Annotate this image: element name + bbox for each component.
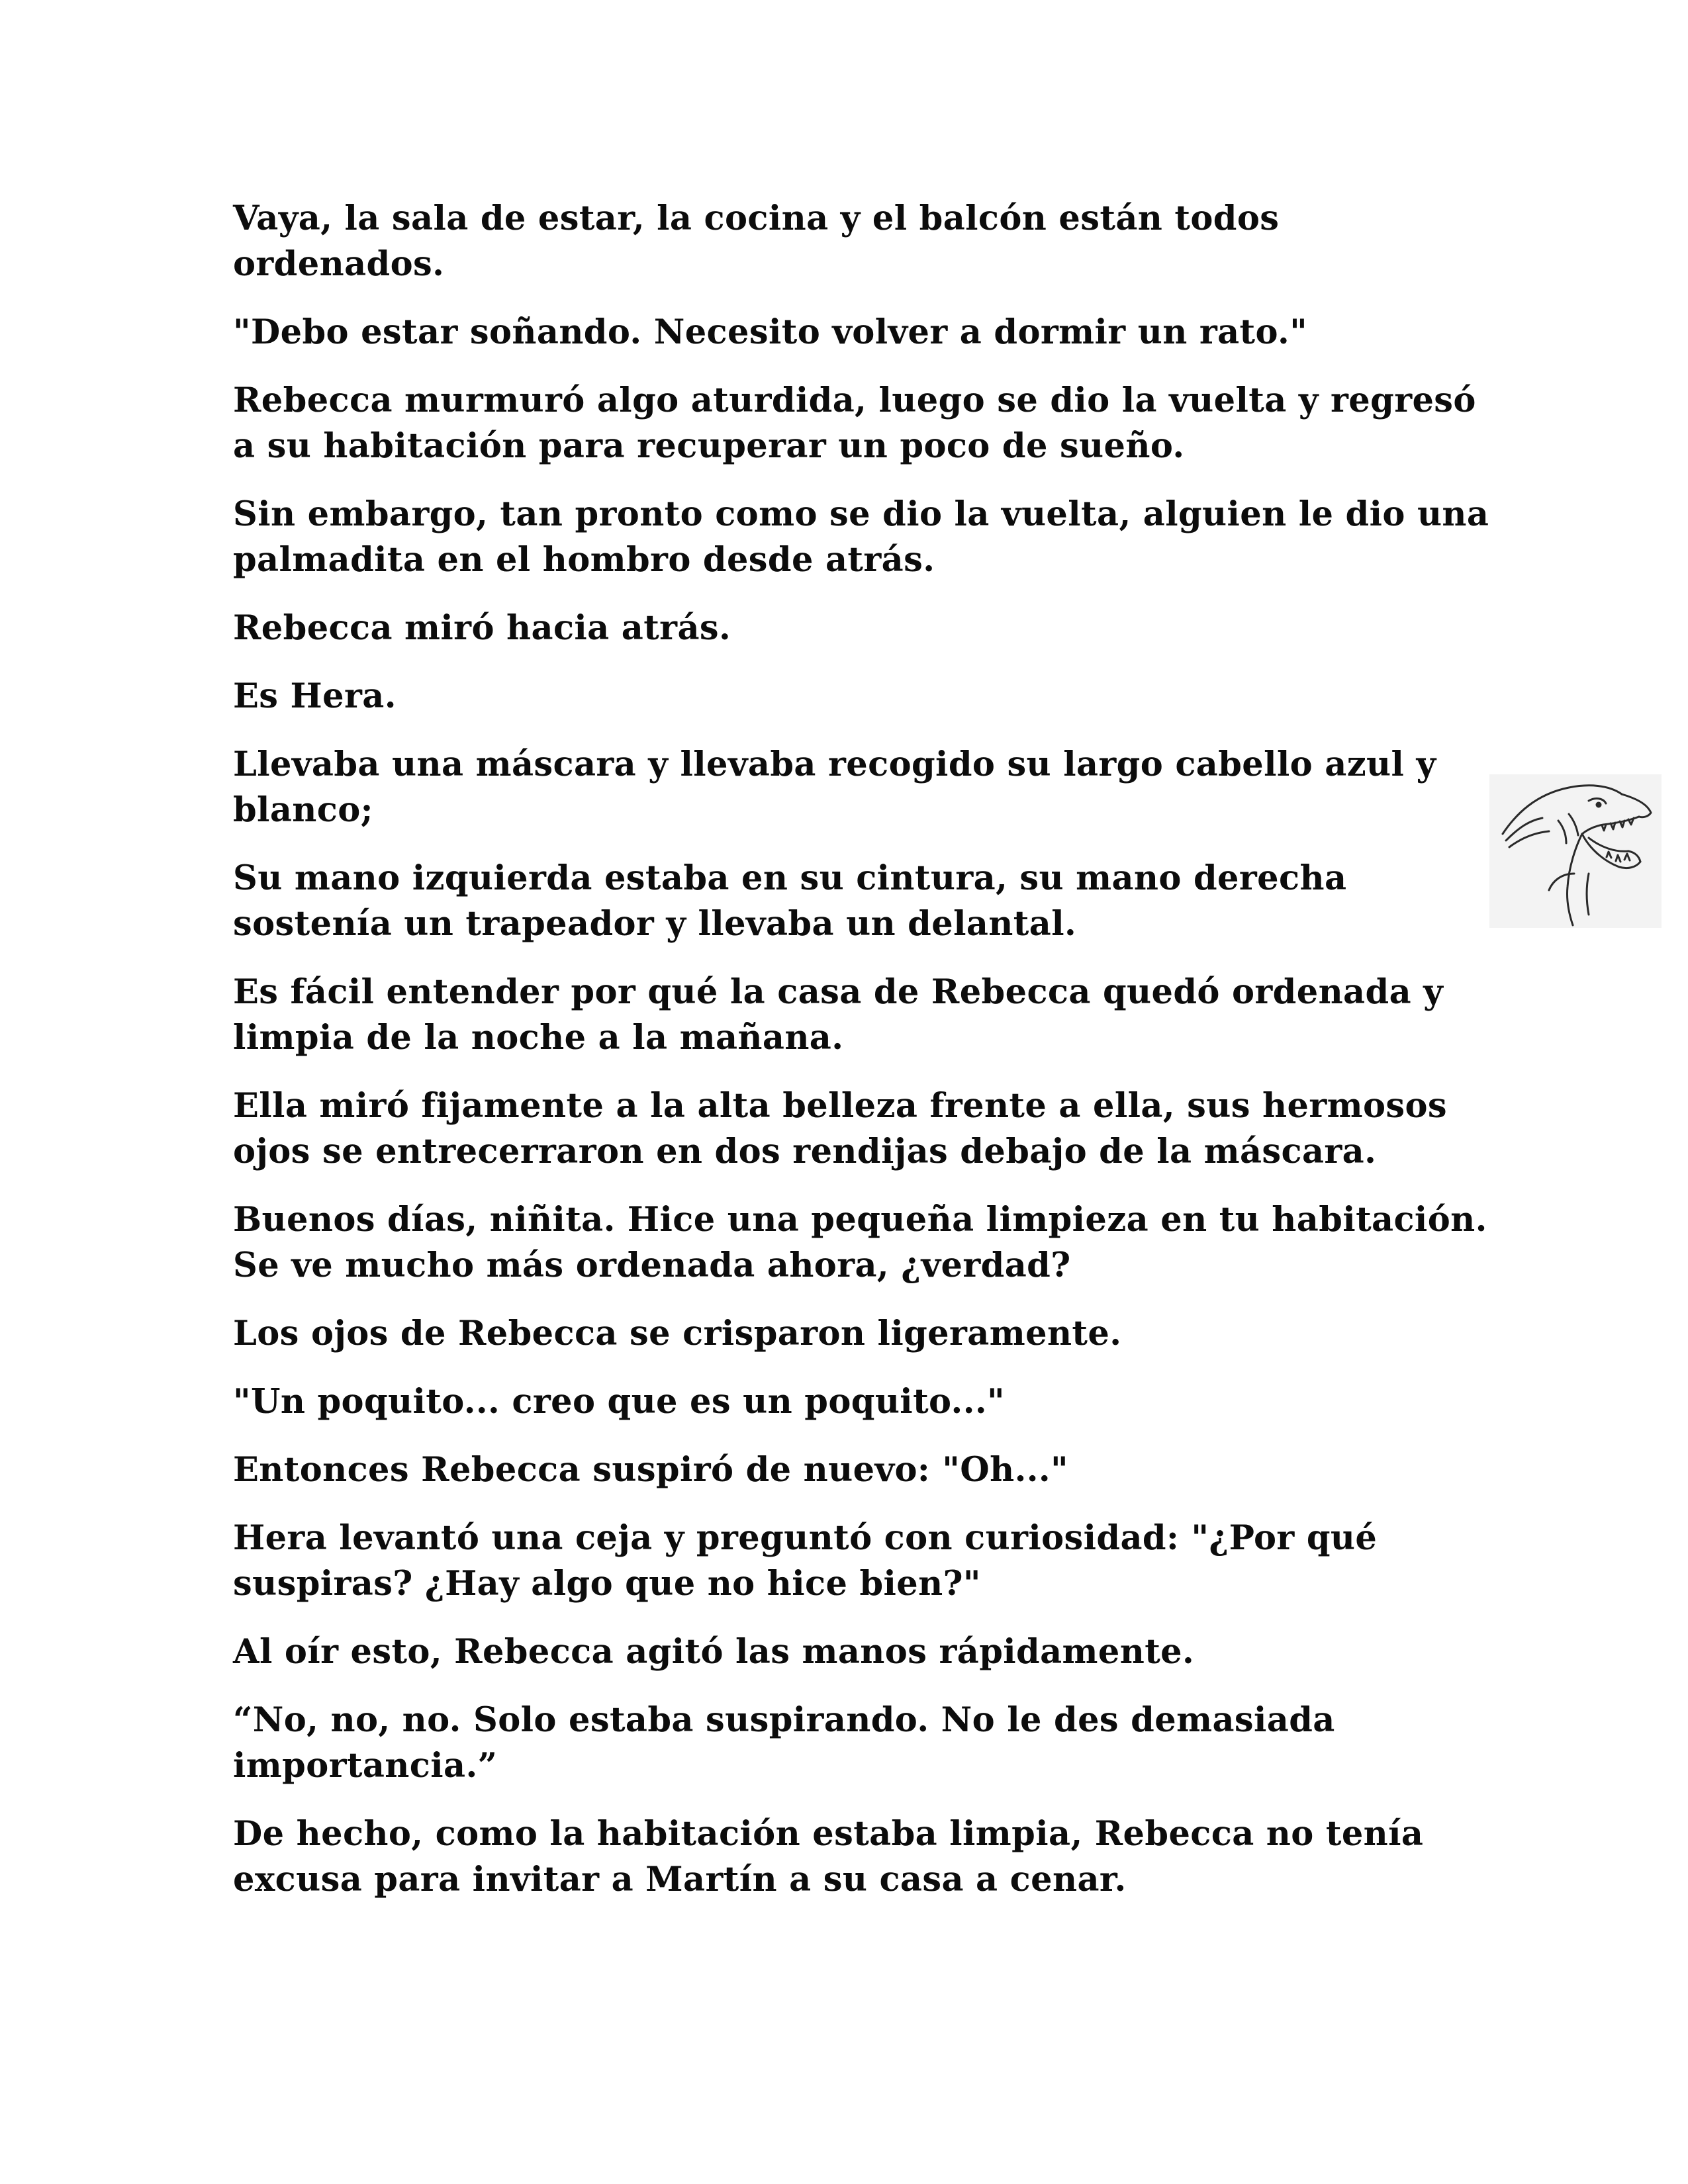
paragraph: "Un poquito... creo que es un poquito..." [233,1382,1005,1422]
paragraph: Llevaba una máscara y llevaba recogido su largo cabello azul y blanco; [233,745,1436,830]
paragraph: “No, no, no. Solo estaba suspirando. No le des demasiada importancia.” [233,1700,1335,1786]
paragraph: Sin embargo, tan pronto como se dio la vuelta, alguien le dio una palmadita en el hombro desde atrás. [233,494,1489,580]
paragraph: Ella miró fijamente a la alta belleza frente a ella, sus hermosos ojos se entrecerraron en dos rendijas debajo de la máscara. [233,1086,1448,1171]
paragraph: Al oír esto, Rebecca agitó las manos rápidamente. [233,1632,1195,1672]
paragraph: Su mano izquierda estaba en su cintura, su mano derecha sostenía un trapeador y llevaba un delantal. [233,858,1347,944]
paragraph: De hecho, como la habitación estaba limpia, Rebecca no tenía excusa para invitar a Martín a su casa a cenar. [233,1814,1424,1899]
paragraph: Es fácil entender por qué la casa de Rebecca quedó ordenada y limpia de la noche a la mañana. [233,972,1444,1058]
paragraph: Los ojos de Rebecca se crisparon ligeramente. [233,1314,1122,1353]
paragraph: Es Hera. [233,676,397,716]
body-text [233,196,1491,1925]
dinosaur-head-icon [1489,774,1662,928]
paragraph: "Debo estar soñando. Necesito volver a dormir un rato." [233,312,1308,352]
paragraph: Hera levantó una ceja y preguntó con curiosidad: "¿Por qué suspiras? ¿Hay algo que no hice bien?" [233,1518,1378,1604]
paragraph: Rebecca murmuró algo aturdida, luego se dio la vuelta y regresó a su habitación para recuperar un poco de sueño. [233,381,1476,466]
paragraph: Vaya, la sala de estar, la cocina y el balcón están todos ordenados. [233,199,1280,284]
paragraph: Buenos días, niñita. Hice una pequeña limpieza en tu habitación. Se ve mucho más ordenada ahora, ¿verdad? [233,1200,1487,1285]
paragraph: Entonces Rebecca suspiró de nuevo: "Oh..." [233,1450,1069,1490]
paragraph: Rebecca miró hacia atrás. [233,608,731,648]
